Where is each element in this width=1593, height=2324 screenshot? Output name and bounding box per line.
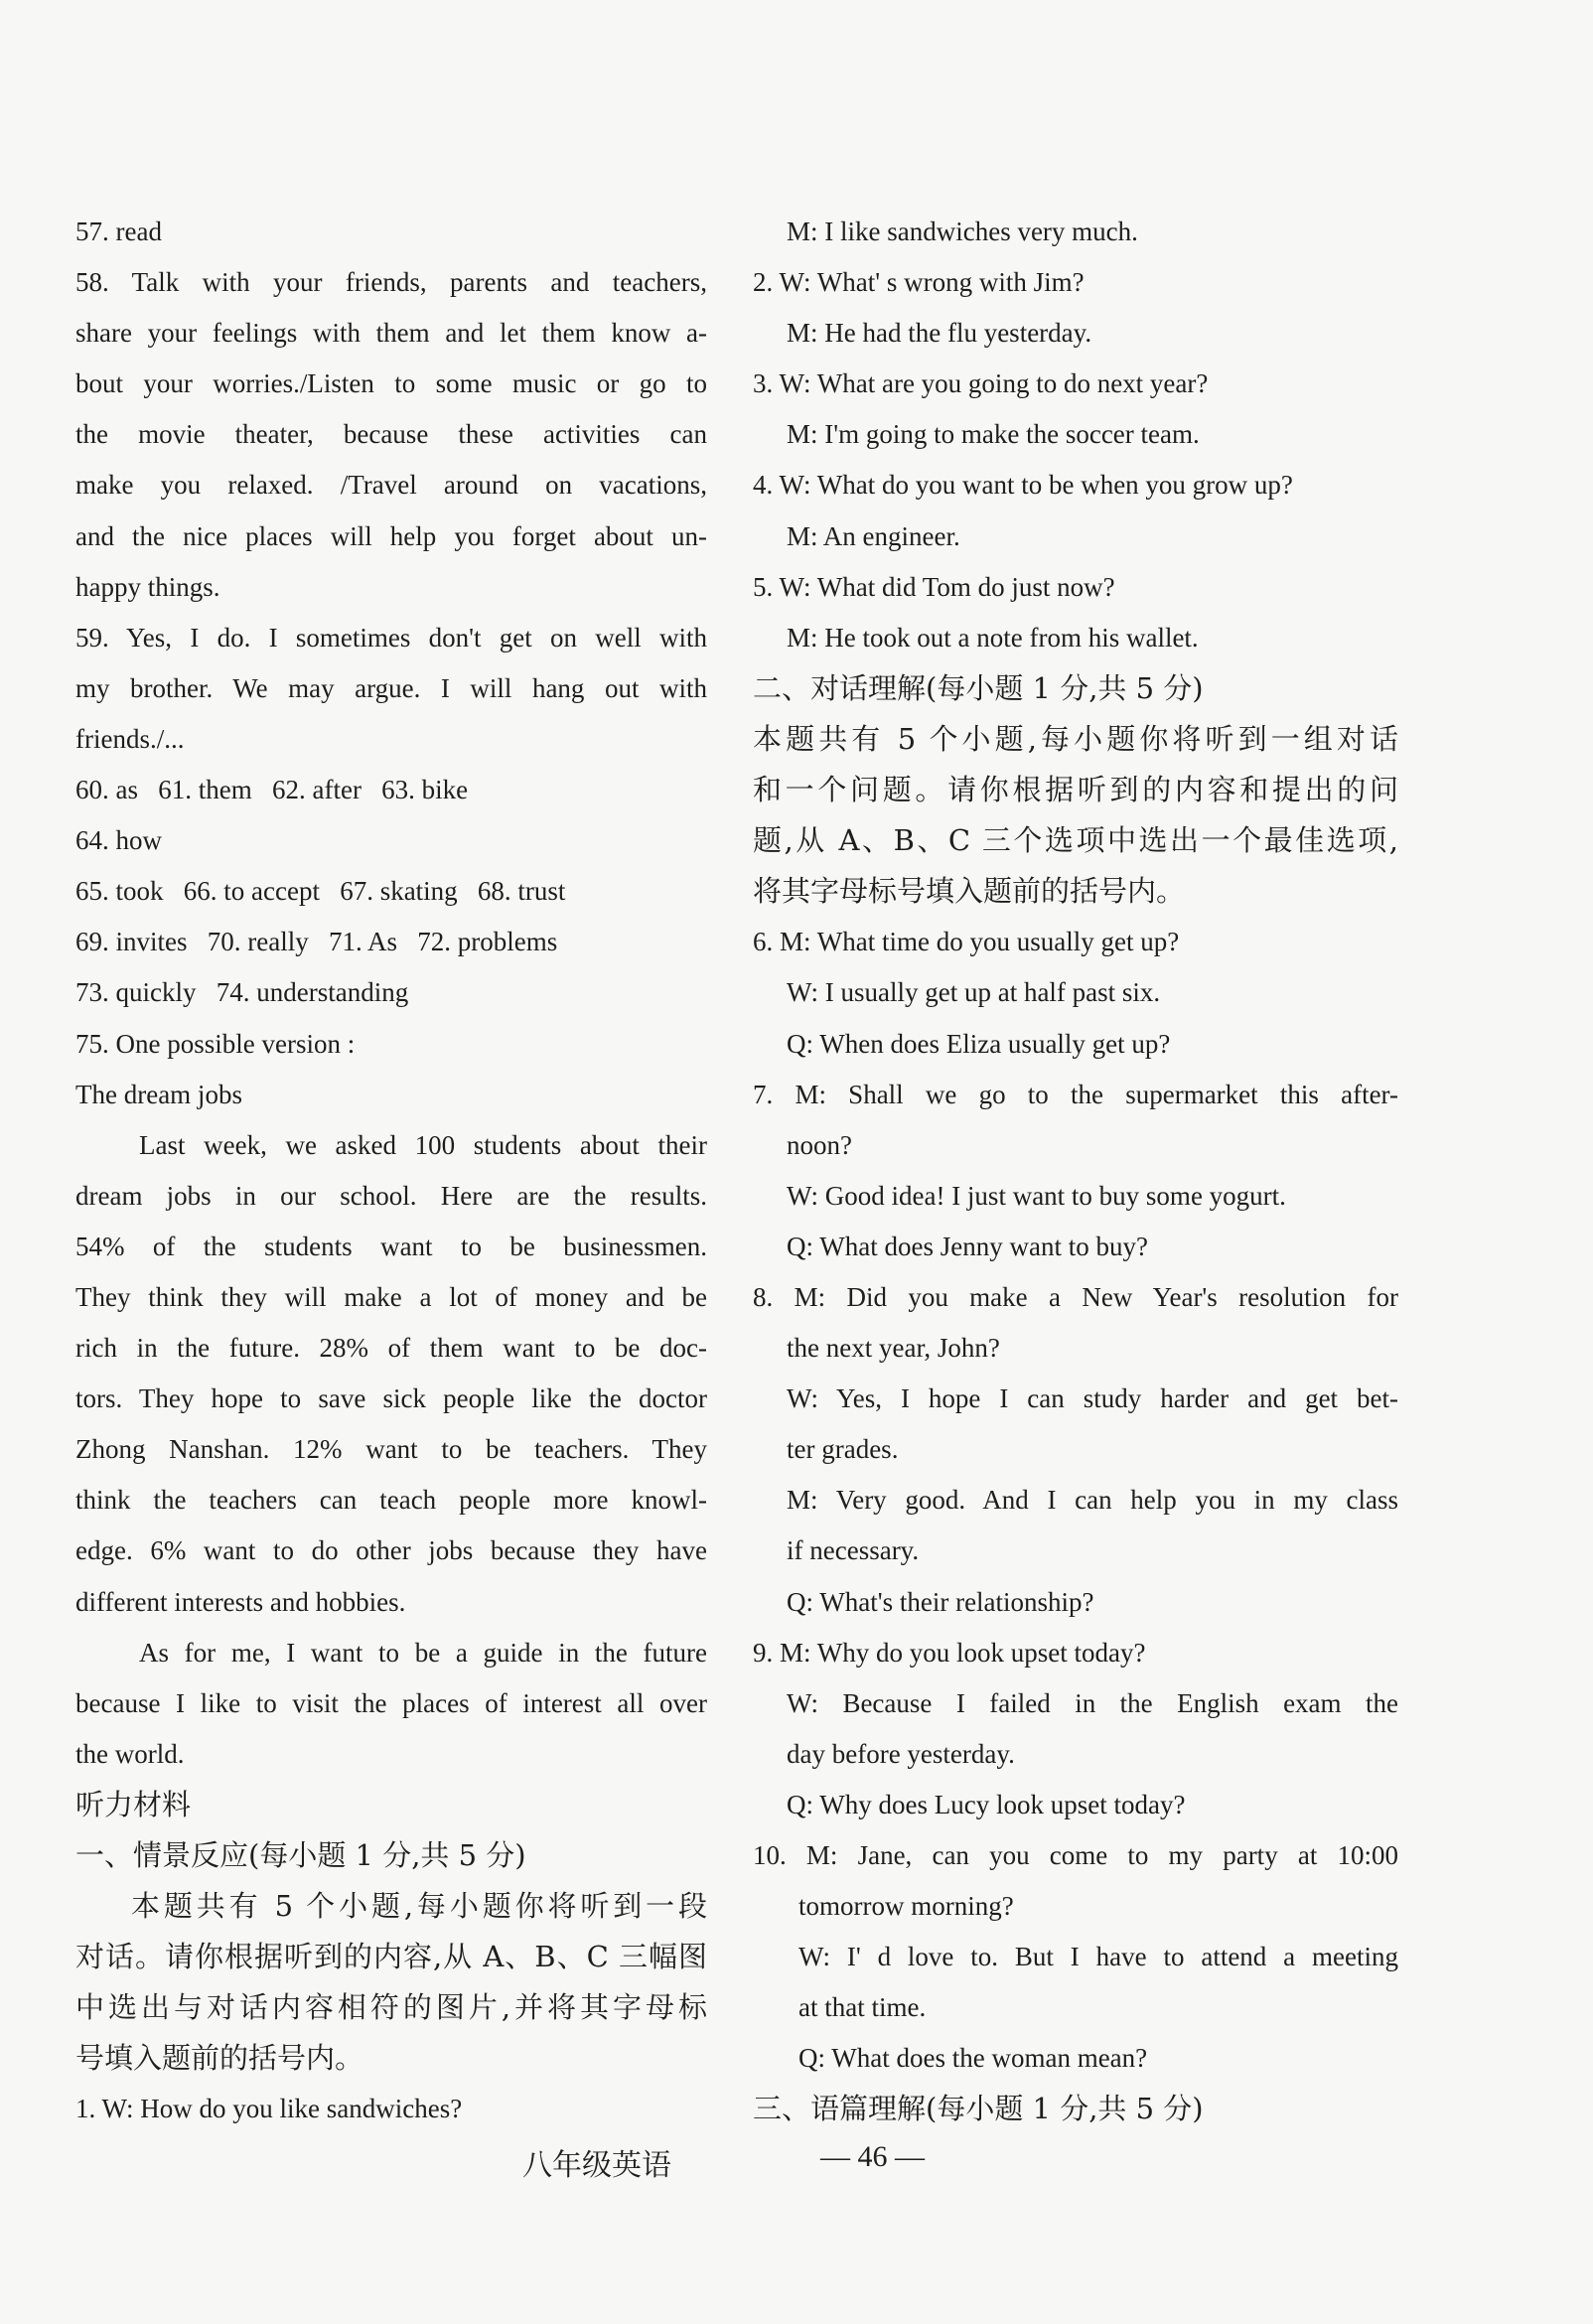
answer-59-line: friends./... — [75, 723, 185, 754]
section-one-instructions: 中选出与对话内容相符的图片,并将其字母标 — [75, 1990, 707, 2025]
section-one-instructions: 对话。请你根据听到的内容,从 A、B、C 三幅图 — [75, 1940, 707, 1974]
dialogue-line: M: Very good. And I can help you in my class — [787, 1485, 1398, 1516]
answer-59-line: 59. Yes, I do. I sometimes don't get on well with — [75, 622, 707, 653]
dialogue-line: day before yesterday. — [787, 1738, 1015, 1769]
essay-line: different interests and hobbies. — [75, 1586, 406, 1617]
answer-75-heading: 75. One possible version : — [75, 1028, 356, 1059]
essay-line: Zhong Nanshan. 12% want to be teachers. They — [75, 1434, 707, 1465]
essay-line: edge. 6% want to do other jobs because they have — [75, 1535, 707, 1566]
essay-line: They think they will make a lot of money and be — [75, 1281, 707, 1312]
dialogue-line: W: Yes, I hope I can study harder and get bet- — [787, 1383, 1398, 1414]
dialogue-line: 3. W: What are you going to do next year? — [753, 368, 1209, 399]
dialogue-line: 10. M: Jane, can you come to my party at 10:00 — [753, 1840, 1398, 1870]
answer-58-line: happy things. — [75, 571, 220, 602]
right-column — [753, 207, 1398, 2135]
dialogue-line: M: I like sandwiches very much. — [787, 217, 1138, 246]
dialogue-line: if necessary. — [787, 1535, 920, 1566]
dialogue-line: 9. M: Why do you look upset today? — [753, 1637, 1146, 1668]
footer-subject: 八年级英语 — [522, 2148, 671, 2183]
section-two-instructions: 将其字母标号填入题前的括号内。 — [753, 874, 1186, 909]
dialogue-line: tomorrow morning? — [798, 1891, 1014, 1922]
section-two-instructions: 本题共有 5 个小题,每小题你将听到一组对话 — [753, 721, 1398, 756]
dialogue-line: M: He took out a note from his wallet. — [787, 622, 1199, 653]
section-three-heading: 三、语篇理解(每小题 1 分,共 5 分) — [753, 2092, 1204, 2126]
question-line: Q: What does the woman mean? — [798, 2043, 1148, 2074]
dialogue-line: W: I' d love to. But I have to attend a meeting — [798, 1942, 1398, 1972]
left-column — [75, 207, 707, 2135]
dialogue-line: W: Because I failed in the English exam the — [787, 1687, 1398, 1718]
dialogue-line: 5. W: What did Tom do just now? — [753, 571, 1115, 602]
dialogue-line: M: He had the flu yesterday. — [787, 318, 1092, 349]
dialogue-line: 6. M: What time do you usually get up? — [753, 927, 1180, 957]
page-number: — 46 — — [820, 2140, 925, 2173]
answers-73-74: 73. quickly 74. understanding — [75, 977, 409, 1008]
question-line: Q: When does Eliza usually get up? — [787, 1028, 1171, 1059]
dialogue-line: 2. W: What' s wrong with Jim? — [753, 267, 1085, 298]
answer-57: 57. read — [75, 217, 162, 246]
answer-58-line: and the nice places will help you forget about un- — [75, 520, 707, 551]
essay-line: As for me, I want to be a guide in the future — [139, 1637, 707, 1668]
essay-title: The dream jobs — [75, 1079, 242, 1109]
dialogue-line: M: I'm going to make the soccer team. — [787, 419, 1200, 450]
answer-58-line: share your feelings with them and let them know a- — [75, 318, 707, 349]
dialogue-line: 1. W: How do you like sandwiches? — [75, 2094, 463, 2124]
dialogue-line: noon? — [787, 1129, 852, 1160]
essay-line: the world. — [75, 1738, 185, 1769]
answer-64: 64. how — [75, 825, 162, 856]
listening-material-heading: 听力材料 — [75, 1787, 192, 1821]
question-line: Q: Why does Lucy look upset today? — [787, 1789, 1186, 1819]
answer-58-line: bout your worries./Listen to some music or go to — [75, 368, 707, 399]
answers-69-72: 69. invites 70. really 71. As 72. problems — [75, 927, 558, 957]
essay-line: Last week, we asked 100 students about their — [139, 1129, 707, 1160]
dialogue-line: M: An engineer. — [787, 520, 960, 551]
answers-65-68: 65. took 66. to accept 67. skating 68. trust — [75, 876, 566, 907]
essay-line: 54% of the students want to be businessmen. — [75, 1231, 707, 1261]
essay-line: dream jobs in our school. Here are the results. — [75, 1180, 707, 1211]
essay-line: tors. They hope to save sick people like the doctor — [75, 1383, 707, 1414]
section-two-instructions: 题,从 A、B、C 三个选项中选出一个最佳选项, — [753, 823, 1398, 858]
section-one-heading: 一、情景反应(每小题 1 分,共 5 分) — [75, 1838, 526, 1872]
essay-line: rich in the future. 28% of them want to be doc- — [75, 1333, 707, 1364]
dialogue-line: the next year, John? — [787, 1333, 1000, 1364]
answer-58-line: make you relaxed. /Travel around on vacations, — [75, 470, 707, 501]
essay-line: because I like to visit the places of interest all over — [75, 1687, 707, 1718]
dialogue-line: ter grades. — [787, 1434, 899, 1465]
dialogue-line: at that time. — [798, 1992, 927, 2023]
dialogue-line: W: I usually get up at half past six. — [787, 977, 1161, 1008]
section-two-instructions: 和一个问题。请你根据听到的内容和提出的问 — [753, 773, 1398, 807]
section-one-instructions: 号填入题前的括号内。 — [75, 2041, 364, 2076]
dialogue-line: 7. M: Shall we go to the supermarket this after- — [753, 1079, 1398, 1109]
answers-60-63: 60. as 61. them 62. after 63. bike — [75, 775, 469, 805]
answer-58-line: the movie theater, because these activities can — [75, 419, 707, 450]
question-line: Q: What does Jenny want to buy? — [787, 1231, 1148, 1261]
section-two-heading: 二、对话理解(每小题 1 分,共 5 分) — [753, 670, 1204, 705]
essay-line: think the teachers can teach people more knowl- — [75, 1485, 707, 1516]
answer-58-line: 58. Talk with your friends, parents and teachers, — [75, 267, 707, 298]
section-one-instructions: 本题共有 5 个小题,每小题你将听到一段 — [131, 1889, 707, 1924]
answer-59-line: my brother. We may argue. I will hang out with — [75, 672, 707, 703]
dialogue-line: W: Good idea! I just want to buy some yogurt. — [787, 1180, 1286, 1211]
dialogue-line: 8. M: Did you make a New Year's resolution for — [753, 1281, 1398, 1312]
dialogue-line: 4. W: What do you want to be when you grow up? — [753, 470, 1293, 501]
question-line: Q: What's their relationship? — [787, 1586, 1094, 1617]
